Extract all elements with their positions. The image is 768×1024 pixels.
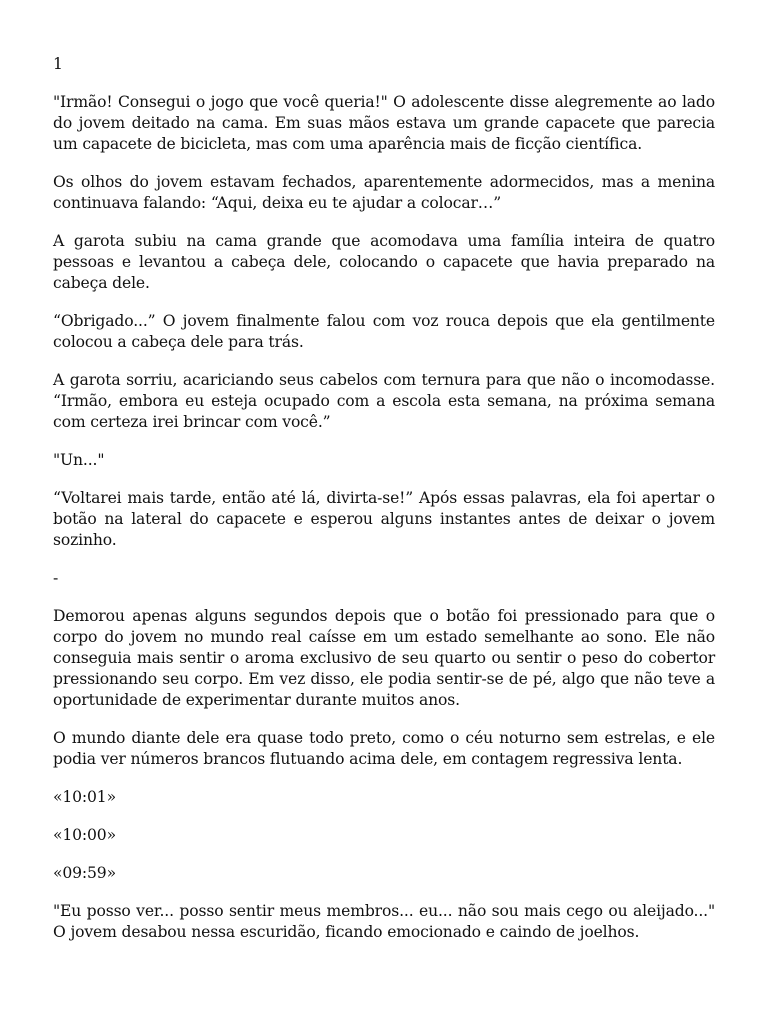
- paragraph-6: "Un...": [53, 451, 105, 469]
- paragraph-9: O mundo diante dele era quase todo preto, como o céu noturno sem estrelas, e ele podia ver números brancos flutuando acima dele, em contagem regressiva lenta.: [53, 729, 715, 768]
- paragraph-2: Os olhos do jovem estavam fechados, aparentemente adormecidos, mas a menina continuava falando: “Aqui, deixa eu te ajudar a colocar…”: [53, 173, 715, 212]
- paragraph-3: A garota subiu na cama grande que acomodava uma família inteira de quatro pessoas e levantou a cabeça dele, colocando o capacete que havia preparado na cabeça dele.: [53, 232, 715, 292]
- paragraph-8: Demorou apenas alguns segundos depois que o botão foi pressionado para que o corpo do jovem no mundo real caísse em um estado semelhante ao sono. Ele não conseguia mais sentir o aroma exclusivo de seu quarto ou sentir o peso do cobertor pressionando seu corpo. Em vez disso, ele podia sentir-se de pé, algo que não teve a oportunidade de experimentar durante muitos anos.: [53, 607, 715, 709]
- paragraph-1: "Irmão! Consegui o jogo que você queria!" O adolescente disse alegremente ao lado do jovem deitado na cama. Em suas mãos estava um grande capacete que parecia um capacete de bicicleta, mas com uma aparência mais de ficção científica.: [53, 93, 715, 153]
- document-body: [53, 54, 715, 960]
- countdown-line-1: «10:01»: [53, 788, 116, 806]
- paragraph-5: A garota sorriu, acariciando seus cabelos com ternura para que não o incomodasse. “Irmão, embora eu esteja ocupado com a escola esta semana, na próxima semana com certeza irei brincar com você.”: [53, 371, 715, 431]
- paragraph-10: "Eu posso ver... posso sentir meus membros... eu... não sou mais cego ou aleijado..." O jovem desabou nessa escuridão, ficando emocionado e caindo de joelhos.: [53, 902, 715, 941]
- countdown-line-2: «10:00»: [53, 826, 116, 844]
- countdown-line-3: «09:59»: [53, 864, 116, 882]
- paragraph-4: “Obrigado...” O jovem finalmente falou com voz rouca depois que ela gentilmente colocou a cabeça dele para trás.: [53, 312, 715, 351]
- paragraph-7: “Voltarei mais tarde, então até lá, divirta-se!” Após essas palavras, ela foi apertar o botão na lateral do capacete e esperou alguns instantes antes de deixar o jovem sozinho.: [53, 489, 715, 549]
- page-number: 1: [53, 55, 63, 73]
- section-separator: -: [53, 569, 59, 587]
